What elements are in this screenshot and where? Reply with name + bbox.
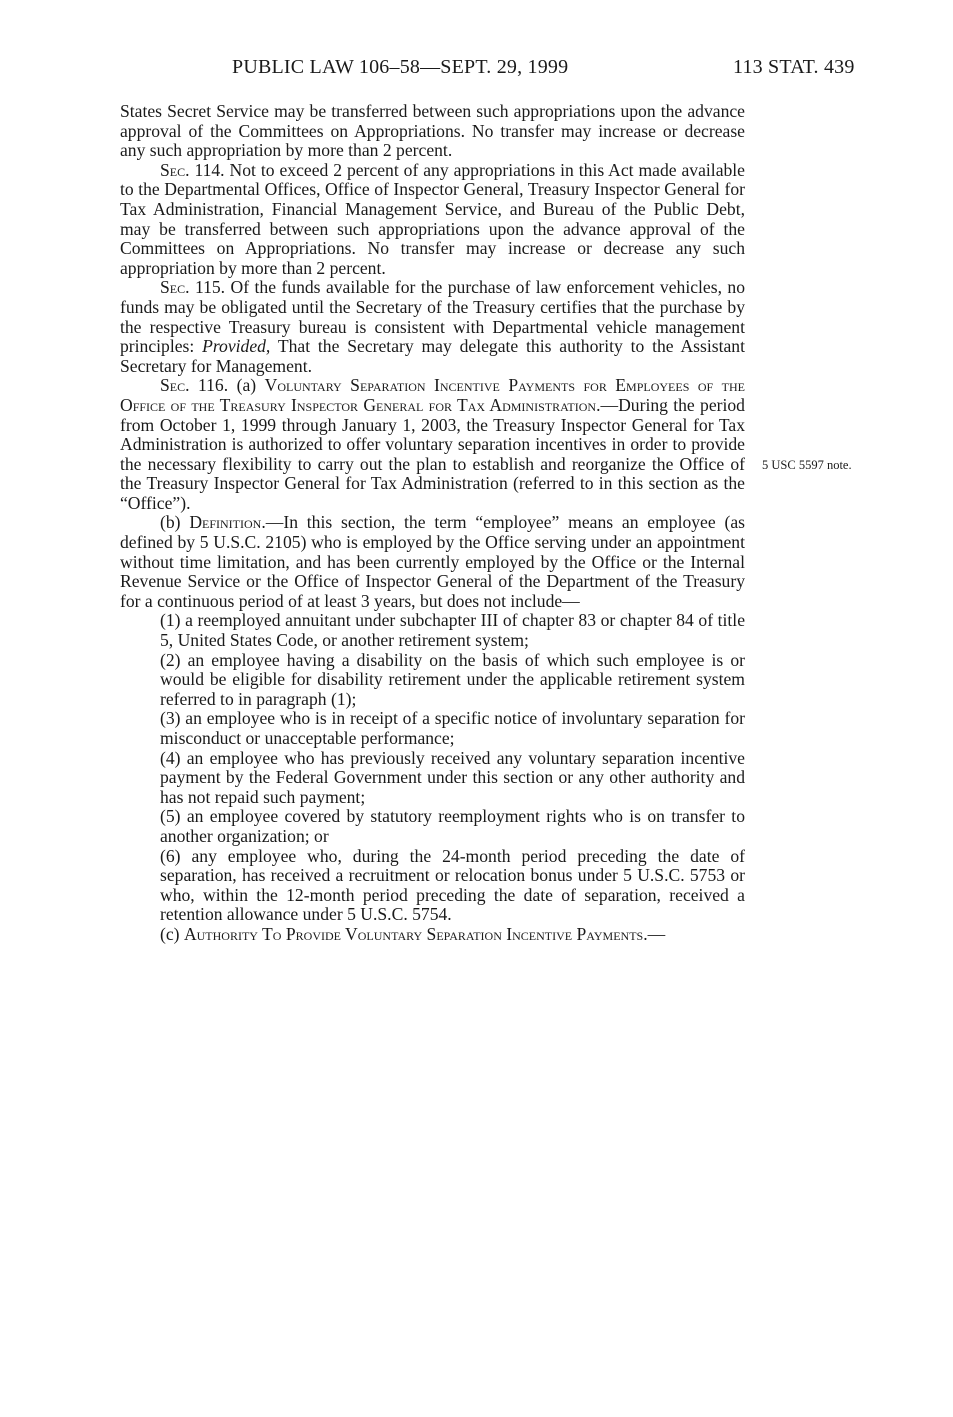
- paragraph-continued: States Secret Service may be transferred between such appropriations upon the advance approval of the Committees on Appropriations. No transfer may increase or decrease any such appropriation by more than 2 percent.: [120, 101, 745, 161]
- statute-page-number: 113 STAT. 439: [733, 56, 855, 78]
- section-label: Sec. 116.: [160, 375, 229, 396]
- list-item-6: (6) any employee who, during the 24-month period preceding the date of separation, has received a recruitment or relocation bonus under 5 U.S.C. 5753 or who, within the 12-month period preceding the date of separation, received a retention allowance under 5 U.S.C. 5754.: [160, 845, 745, 925]
- list-item-4: (4) an employee who has previously received any voluntary separation incentive payment by the Federal Government under this section or any other authority and has not repaid such payment;: [160, 747, 745, 807]
- running-head: [0, 56, 953, 86]
- subsection-text: —During the period from October 1, 1999 through January 1, 2003, the Treasury Inspector General for Tax Administration is authorized to offer voluntary separation incentives in order to provide the necessary flexibility to carry out the plan to establish and reorganize the Office of the Treasury Inspector General for Tax Administration (referred to in this section as the “Office”).: [120, 394, 745, 513]
- section-116-b: [120, 513, 745, 611]
- section-label: Sec. 114.: [160, 159, 225, 180]
- section-116-a: [120, 376, 745, 513]
- subsection-text: —In this section, the term “employee” means an employee (as defined by 5 U.S.C. 2105) who is employed by the Office serving under an appointment without time limitation, and has been currently employed by the Office or the Internal Revenue Service or the Office of Inspector General of the Department of the Treasury for a continuous period of at least 3 years, but does not include—: [120, 512, 745, 611]
- law-citation: PUBLIC LAW 106–58—SEPT. 29, 1999: [232, 56, 569, 78]
- section-116-c: [120, 925, 745, 945]
- list-item-3: (3) an employee who is in receipt of a specific notice of involuntary separation for misconduct or unacceptable performance;: [160, 708, 745, 748]
- subsection-number: (a): [228, 375, 265, 396]
- section-114: [120, 161, 745, 279]
- margin-note: 5 USC 5597 note.: [762, 458, 852, 472]
- body-text: [120, 102, 745, 945]
- list-item-1: (1) a reemployed annuitant under subchapter III of chapter 83 or chapter 84 of title 5, United States Code, or another retirement system;: [160, 610, 745, 651]
- subsection-heading: Voluntary Separation Incentive Payments for Employees of the Office of the Treasury Inspector General for Tax Administration.: [120, 375, 745, 415]
- subsection-text: —: [647, 923, 666, 944]
- list-item-5: (5) an employee covered by statutory reemployment rights who is on transfer to another organization; or: [160, 806, 745, 846]
- section-label: Sec. 115.: [160, 277, 226, 298]
- section-text: That the Secretary may delegate this authority to the Assistant Secretary for Management.: [120, 336, 745, 376]
- section-115: [120, 278, 745, 376]
- subsection-heading: Authority To Provide Voluntary Separation Incentive Payments.: [183, 923, 648, 944]
- subsection-number: (b): [160, 512, 190, 533]
- section-text: Of the funds available for the purchase of law enforcement vehicles, no funds may be obligated until the Secretary of the Treasury certifies that the purchase by the respective Treasury bureau is consistent with Departmental vehicle management principles:: [120, 277, 745, 357]
- list-item-2: (2) an employee having a disability on the basis of which such employee is or would be eligible for disability retirement under the applicable retirement system referred to in paragraph (1);: [160, 649, 745, 709]
- section-text: Not to exceed 2 percent of any appropriations in this Act made available to the Departmental Offices, Office of Inspector General, Treasury Inspector General for Tax Administration, Financial Management Service, and Bureau of the Public Debt, may be transferred between such appropriations upon the advance approval of the Committees on Appropriations. No transfer may increase or decrease any such appropriation by more than 2 percent.: [120, 159, 745, 278]
- subsection-number: (c): [160, 923, 184, 944]
- subsection-heading: Definition.: [189, 512, 266, 533]
- provided-term: Provided,: [202, 336, 271, 357]
